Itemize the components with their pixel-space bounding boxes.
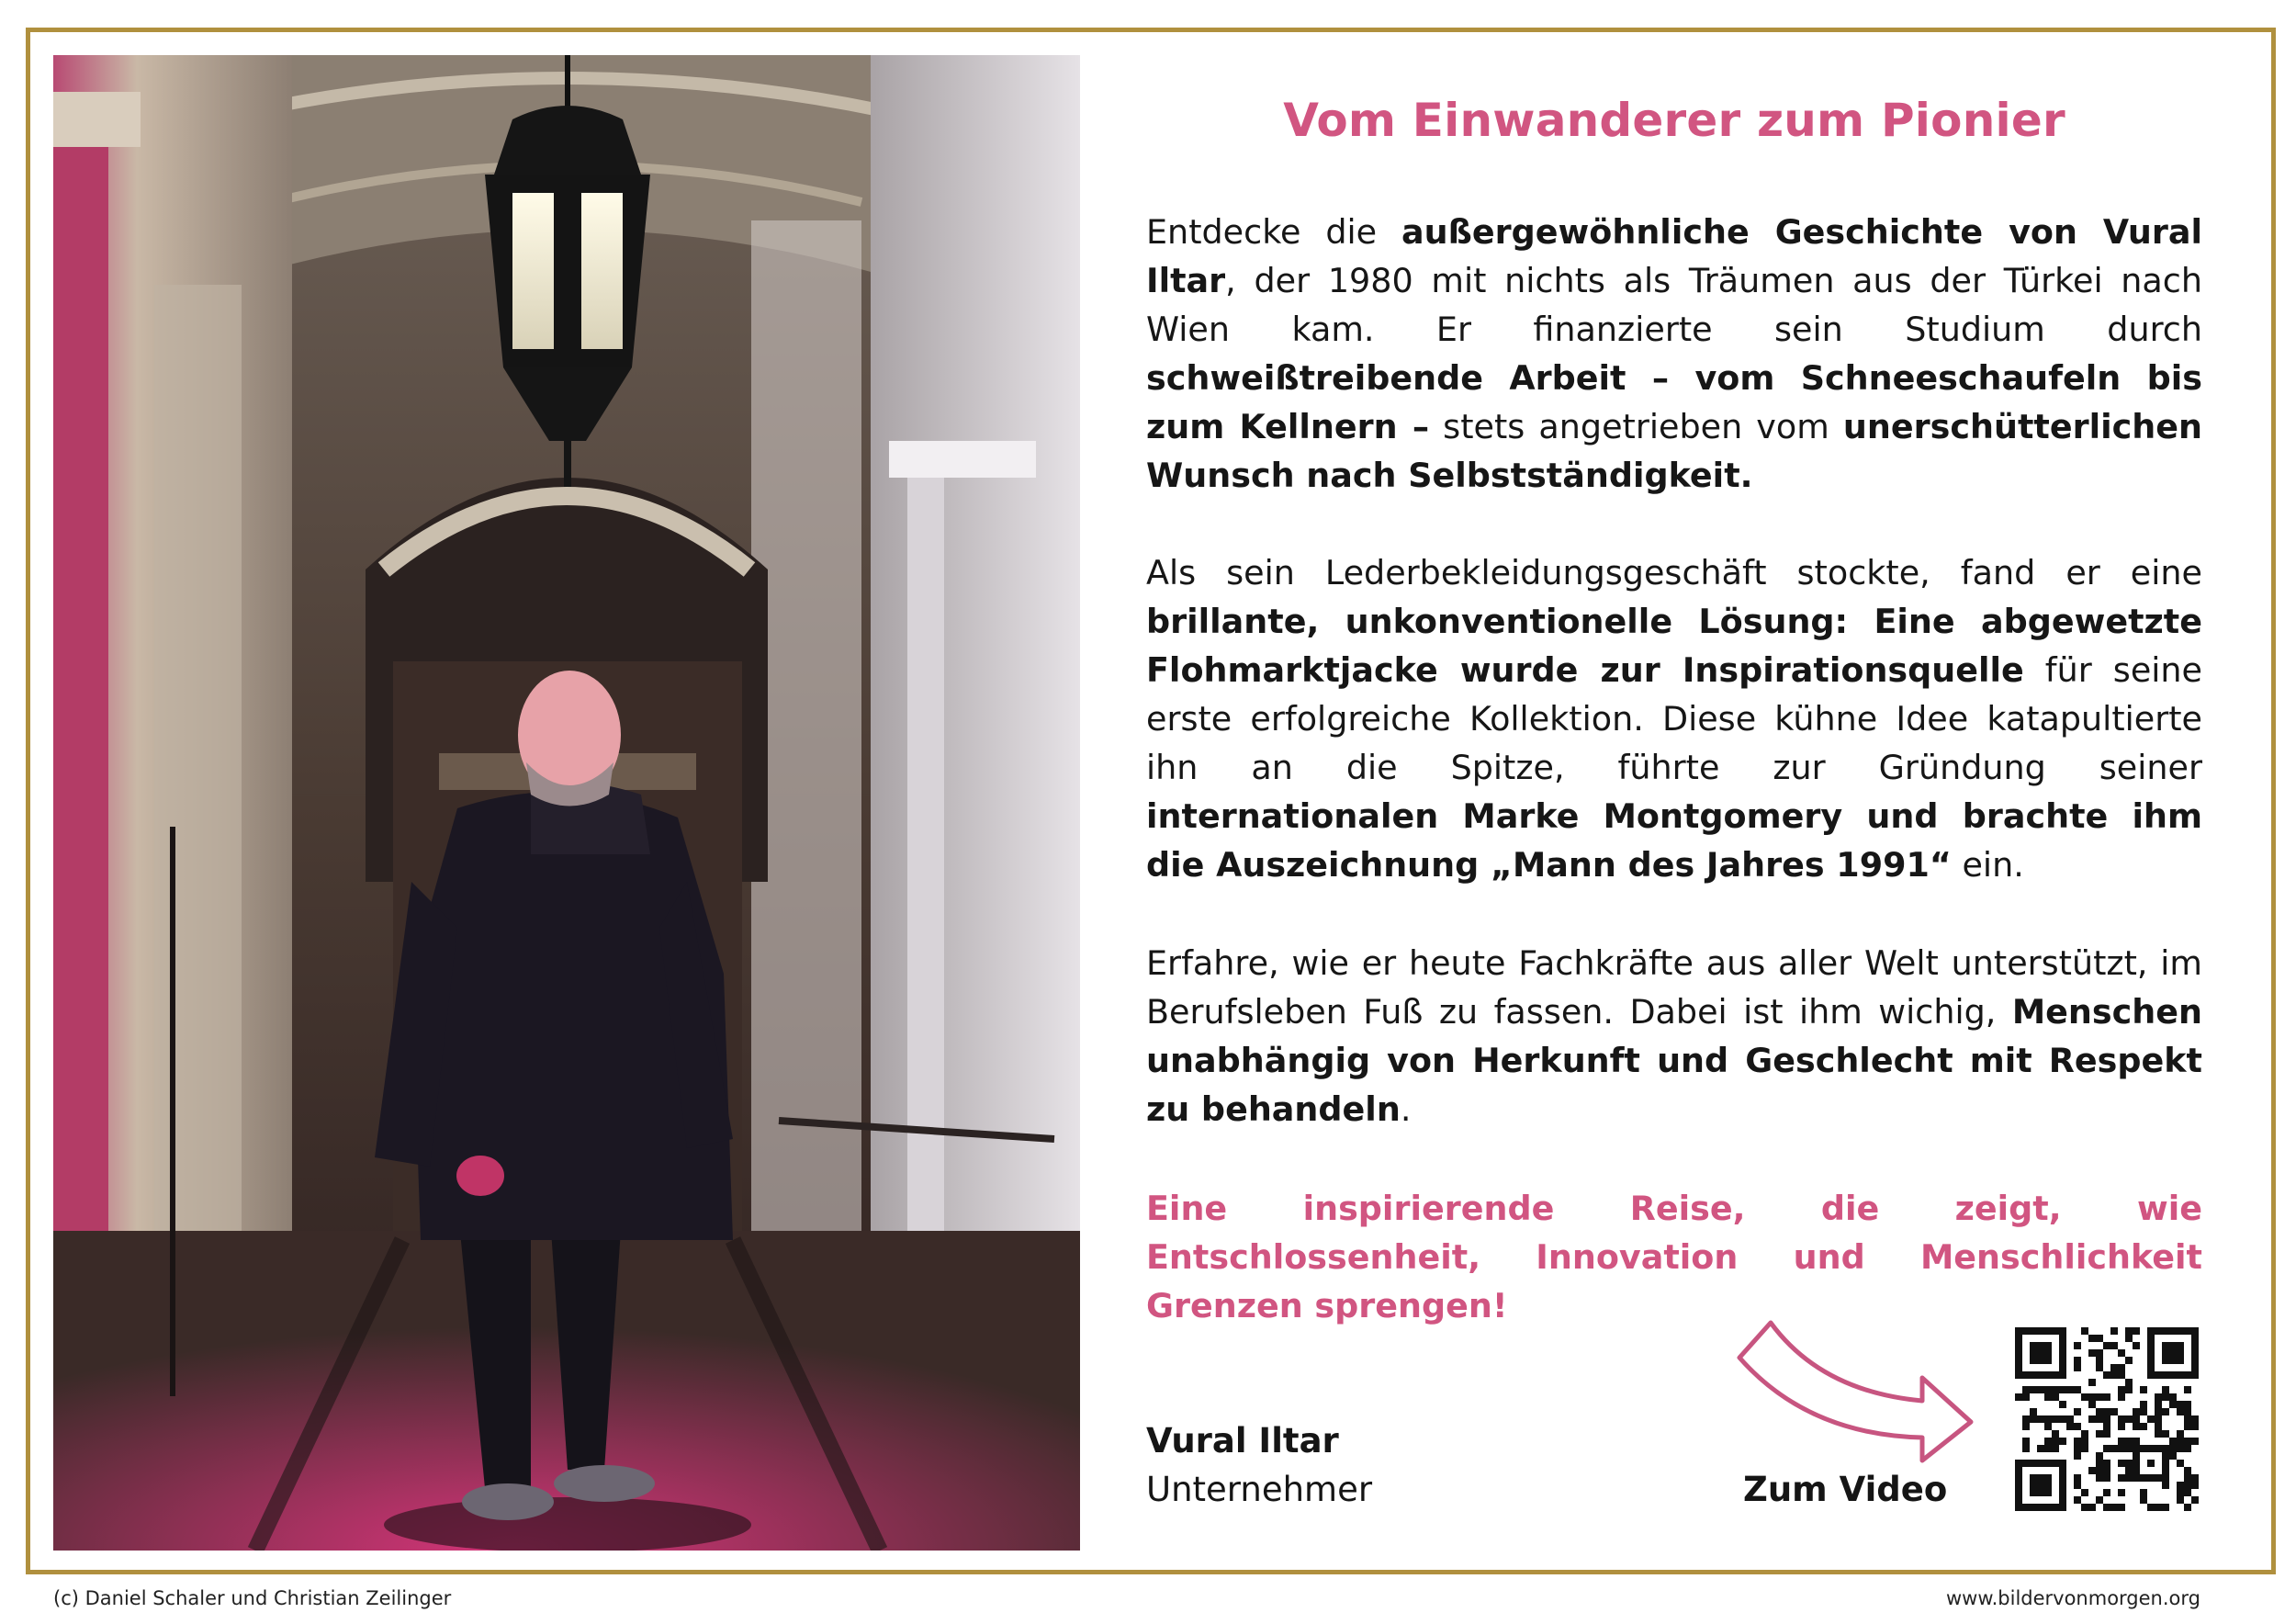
page-title: Vom Einwanderer zum Pionier <box>1283 94 2065 147</box>
person-name: Vural Iltar <box>1146 1421 1339 1460</box>
portrait-photo <box>53 55 1080 1551</box>
text-panel <box>1146 55 2203 1509</box>
video-link-label[interactable]: Zum Video <box>1743 1470 1948 1509</box>
photo-credit: (c) Daniel Schaler und Christian Zeilinger <box>53 1587 452 1609</box>
story-paragraph-3: Erfahre, wie er heute Fachkräfte aus aller Welt unterstützt, im Berufsleben Fuß zu fassen. Dabei ist ihm wichig, Menschen unabhängig von Herkunft und Geschlecht mit Respekt zu behandeln. <box>1146 943 2202 1129</box>
qr-code[interactable] <box>2015 1327 2199 1511</box>
website-url[interactable]: www.bildervonmorgen.org <box>1946 1587 2200 1609</box>
person-role: Unternehmer <box>1146 1470 1373 1509</box>
highlight-paragraph: Eine inspirierende Reise, die zeigt, wie Entschlossenheit, Innovation und Menschlichkeit Grenzen sprengen! <box>1146 1189 2202 1325</box>
story-paragraph-2: Als sein Lederbekleidungsgeschäft stockte, fand er eine brillante, unkonventionelle Lösung: Eine abgewetzte Flohmarktjacke wurde zur Inspirationsquelle für seine erste erfolgreiche Kollektion. Diese kühne Idee katapultierte ihn an die Spitze, führte zur Gründung seiner internationalen Marke Montgomery und brachte ihm die Auszeichnung „Mann des Jahres 1991“ ein. <box>1146 553 2203 885</box>
story-paragraph-1: Entdecke die außergewöhnliche Geschichte von Vural Iltar, der 1980 mit nichts als Träumen aus der Türkei nach Wien kam. Er finanzierte sein Studium durch schweißtreibende Arbeit – vom Schneeschaufeln bis zum Kellnern – stets angetrieben vom unerschütterlichen Wunsch nach Selbstständigkeit. <box>1146 212 2202 495</box>
curved-arrow-icon <box>1734 1314 1982 1465</box>
